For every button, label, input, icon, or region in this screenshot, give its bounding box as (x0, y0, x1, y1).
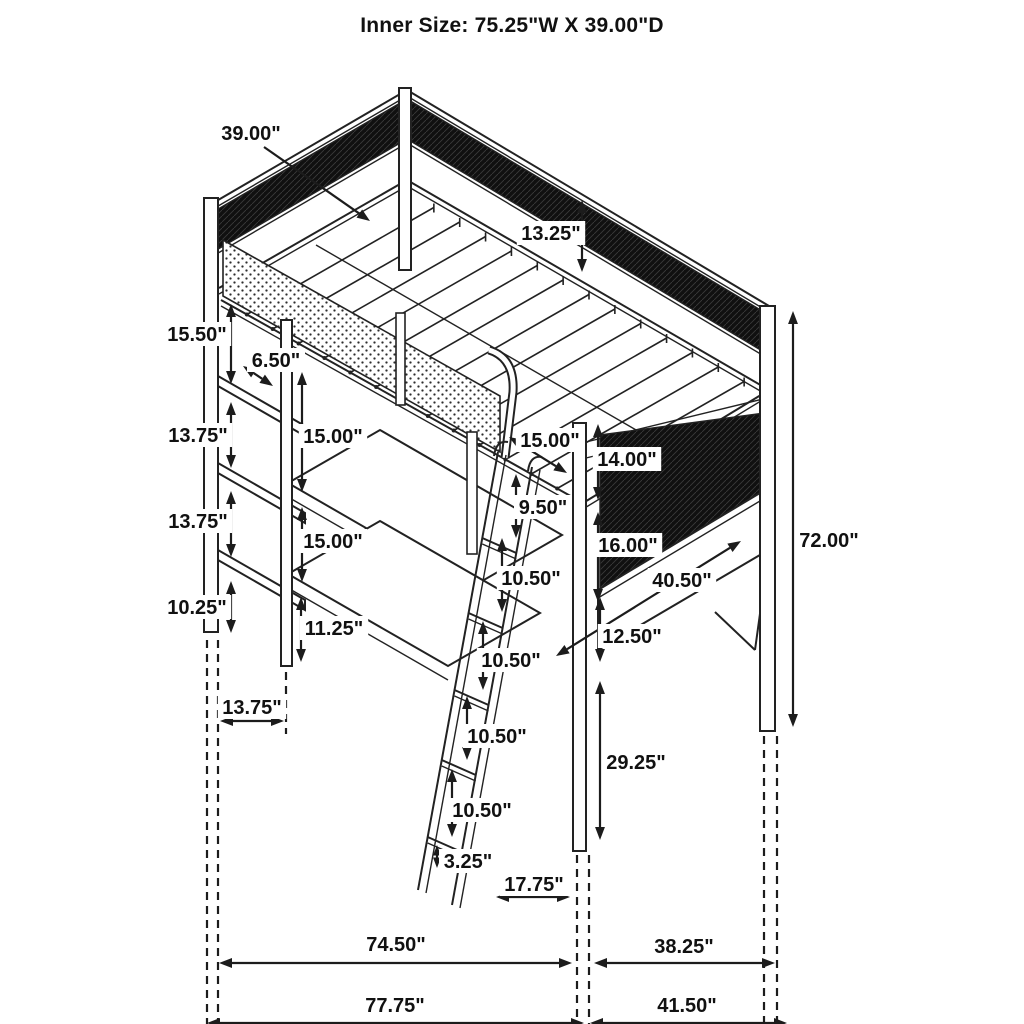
diagram-title: Inner Size: 75.25"W X 39.00"D (360, 14, 664, 37)
right-front-leg (760, 306, 775, 731)
dimension-label: 39.00" (221, 123, 281, 145)
dimension-label: 29.25" (606, 752, 666, 774)
dimension-label: 77.75" (365, 995, 425, 1017)
dimension-annotations (163, 121, 863, 1024)
dimension-overall-depth (590, 993, 787, 1024)
left-rear-leg (204, 198, 218, 632)
dimension-label: 41.50" (657, 995, 717, 1017)
dimension-label: 12.50" (602, 626, 662, 648)
floor-projection-lines (207, 640, 777, 1024)
dimension-label: 74.50" (366, 934, 426, 956)
dimension-label: 10.50" (481, 650, 541, 672)
dimension-shelf-gap-mid (164, 402, 236, 468)
dimension-shelf-gap-top (163, 304, 236, 384)
dimension-desk-leg-height (595, 681, 670, 840)
dimension-label: 13.25" (521, 223, 581, 245)
dimension-label: 10.50" (501, 568, 561, 590)
dimension-label: 13.75" (222, 697, 282, 719)
dimension-frame-length (219, 932, 572, 968)
dimension-label: 15.00" (520, 430, 580, 452)
dimension-label: 10.25" (167, 597, 227, 619)
desk-front-leg (573, 423, 586, 851)
dimension-label: 3.25" (443, 851, 493, 873)
dimension-label: 9.50" (518, 497, 568, 519)
dimension-bottom-shelf-height (163, 581, 236, 633)
dimension-label: 13.75" (168, 511, 228, 533)
dimension-rung-to-end (433, 845, 497, 873)
dimension-label: 72.00" (799, 530, 859, 552)
desk-support-leg (467, 432, 477, 554)
back-corner-post (399, 88, 411, 270)
dimension-label: 15.50" (167, 324, 227, 346)
desk-brace (715, 612, 755, 650)
dimension-frame-depth (594, 934, 775, 968)
dimension-label: 40.50" (652, 570, 712, 592)
dimension-label: 17.75" (504, 874, 564, 896)
dimension-label: 13.75" (168, 425, 228, 447)
dimension-shelf-gap-low (164, 491, 236, 557)
dimension-label: 16.00" (598, 535, 658, 557)
foot-side-assembly (586, 398, 767, 650)
dimension-label: 10.50" (467, 726, 527, 748)
dimension-shelf-unit-depth (218, 695, 286, 726)
dimension-overall-length (207, 993, 584, 1024)
dimension-shelf-depth (243, 348, 305, 386)
dimension-label: 11.25" (304, 618, 364, 640)
dimension-ladder-foot-offset (496, 872, 570, 902)
dimension-label: 15.00" (303, 531, 363, 553)
dimension-rung-gap-4 (447, 769, 516, 837)
dimension-label: 10.50" (452, 800, 512, 822)
dimension-label: 6.50" (251, 350, 301, 372)
dimension-label: 14.00" (597, 449, 657, 471)
dimension-label: 15.00" (303, 426, 363, 448)
dimension-label: 38.25" (654, 936, 714, 958)
dimension-overall-height (788, 311, 863, 727)
